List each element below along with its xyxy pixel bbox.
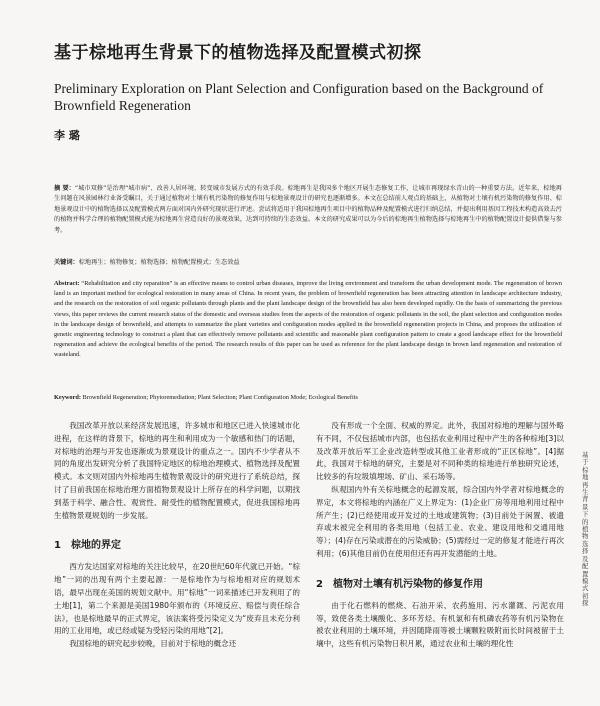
- keywords-en: [54, 394, 562, 401]
- section-1-paragraph-2: 我国棕地的研究起步较晚，目前对于棕地的概念还: [69, 639, 237, 649]
- section-1-heading: [54, 536, 300, 551]
- paper-title-cn: 基于棕地再生背景下的植物选择及配置模式初探: [54, 43, 422, 63]
- section-2-title: 植物对土壤有机污染物的修复作用: [332, 578, 483, 590]
- body-right-column: [316, 420, 564, 651]
- abstract-en-label: Abstract:: [54, 280, 80, 287]
- section-2-heading: [316, 575, 564, 590]
- keywords-cn-label: 关键词：: [54, 259, 79, 266]
- keywords-en-label: Keyword:: [54, 394, 81, 401]
- section-2-number: 2: [316, 578, 323, 590]
- body-left-column: [54, 420, 300, 651]
- section-1-paragraph-1: 西方发达国家对棕地的关注比较早，在20世纪60年代就已开始。“棕地”一词的出现有两个主要起源：一是棕地作为与棕地相对应的规划术语，最早出现在美国的规划文献中。用“棕地”一词来描述已开发利用了的土地[1]，第二个来源是美国1980年颁布的《环境反应、赔偿与责任综合法》，也是棕地最早的正式界定，该法案将受污染定义为“废弃且未充分利用的工业用地，或已经或疑为受轻污染的用地”[2]。: [54, 562, 300, 636]
- abstract-en: [54, 279, 562, 361]
- vertical-running-title: 基于棕地再生背景下的植物选择及配置模式初探: [582, 451, 589, 608]
- right-paragraph-1: 没有形成一个全面、权威的界定。此外，我国对棕地的理解与国外略有不同，不仅包括城市内部，也包括农业利用过程中产生的各种棕地[3]以及改革开放后军工企业改造转型或其他工业者形成的“正区棕地”。[4]据此，我国对于棕地的研究，主要是对不同种类的棕地进行单独研究论述，比较多的有垃圾填埋场、矿山、采石场等。: [316, 421, 564, 482]
- keywords-cn-text: 棕地再生；植物修复；植物选择；植物配置模式；生态效益: [78, 259, 240, 266]
- abstract-cn-text: “城市双修”是治理“城市病”、改善人居环境、转变城市发展方式的有效手段。棕地再生是我国多个地区开展生态修复工作，让城市再现绿水青山的一种重要方法。近年来，棕地再生问题在风景园林行业备受瞩目，关于通过植物对土壤有机污染物的修复作用与棕地景观设计的研究也逐渐增多。本文在总结前人观点的基础上，从植物对土壤有机污染物的修复作用、棕地景观设计中的植物选择以及配置模式两方面对国内外研究现状进行评述。尝试将适用于我国棕地再生项目中的植物品种及配置模式进行归纳总结，并提出利用基因工程技术构造高效去污的植物并科学合理的植物配置模式能为棕地再生营造良好的景观效果，达到可持续的生态效益。本文的研究成果可以为今后的棕地再生植物选择与棕地再生中的植物配置设计提供借鉴与参考。: [54, 185, 562, 234]
- section-1-number: 1: [54, 540, 61, 552]
- abstract-en-text: “Rehabilitation and city reparation” is an effective means to control urban diseases, improve the living environment and transform the urban development mode. The regeneration of brown land is an important method for ecological restoration in many areas of China. In recent years, the problem of brownfield regeneration has been attracting attention in landscape architecture industry, and the research on the restoration of soil organic pollutants through plants and the plant landscape design of the brownfield has also been developed rapidly. On the basis of summarizing the previous views, this paper reviews the current research status of the domestic and overseas studies from the aspects of the restoration of organic pollutants in the soil, the plant selection and configuration modes in the landscape design of brownfield, and attempts to summarize the plant varieties and configuration modes applied in the brownfield regeneration projects in China, and proposes the utilization of genetic engineering technology to construct a plant that can effectively remove pollutants and scientific and reasonable plant configuration pattern to create a good landscape effect for the brownfield regeneration and achieve the ecological benefits of the period. The research results of this paper can be used as reference for the plant landscape design in brown land regeneration and restoration of wasteland.: [54, 280, 562, 359]
- author: 李 璐: [54, 129, 80, 142]
- abstract-cn-label: 摘 要：: [54, 185, 75, 192]
- paper-title-en: Preliminary Exploration on Plant Selection and Configuration based on the Background of Brownfield Regeneration: [54, 81, 544, 113]
- right-paragraph-2: 纵观国内外有关棕地概念的起源发展，综合国内外学者对棕地概念的界定，本文将棕地的内涵在广义上界定为：(1)企业厂房等用地利用过程中所产生；(2)已经使用或开发过的土地或建筑物；(3)目前处于闲置、被遗弃或未被完全利用的各类用地（包括工业、农业、建设用地和交通用地等）；(4)存在污染或潜在的污染威胁；(5)需经过一定的修复才能进行再次利用；(6)其他目前仍在使用但还有再开发潜能的土地。: [316, 484, 564, 558]
- section-2-paragraph-1: 由于化石燃料的燃烧、石油开采、农药施用、污水灌溉、污泥农用等，致使各类土壤酸化、多环芳烃、有机氯和有机磷农药等有机污染物在被农业利用的土壤环境，并因随降雨等被土壤颗粒吸附而长时间被留于土壤中，这些有机污染物日积月累，通过农业和土壤的理化性: [316, 600, 564, 649]
- keywords-cn: [54, 257, 562, 266]
- abstract-cn: [54, 184, 562, 236]
- intro-paragraph: 我国改革开放以来经济发展迅速，许多城市和地区已进入快速城市化进程，在这样的背景下，棕地的再生和利用成为一个敏感和热门的话题，对棕地的治理与开发也逐渐成为景观设计的重点之一。国内不少学者从不同的角度出发研究分析了我国特定地区的棕地治理模式、植物选择及配置模式。本文则对国内外棕地再生植物景观设计的研究进行了系统总结，探讨了目前我国在棕地治理方面植物景观设计上所存在的科学问题，以期找到基于科学、融合性、观赏性、耐受性的植物配置模式，促进我国棕地再生植物景观规划的一步发展。: [54, 421, 300, 520]
- keywords-en-text: Brownfield Regeneration; Phytoremediation; Plant Selection; Plant Configuration Mode; Ecological Benefits: [82, 394, 358, 401]
- section-1-title: 棕地的界定: [70, 540, 121, 552]
